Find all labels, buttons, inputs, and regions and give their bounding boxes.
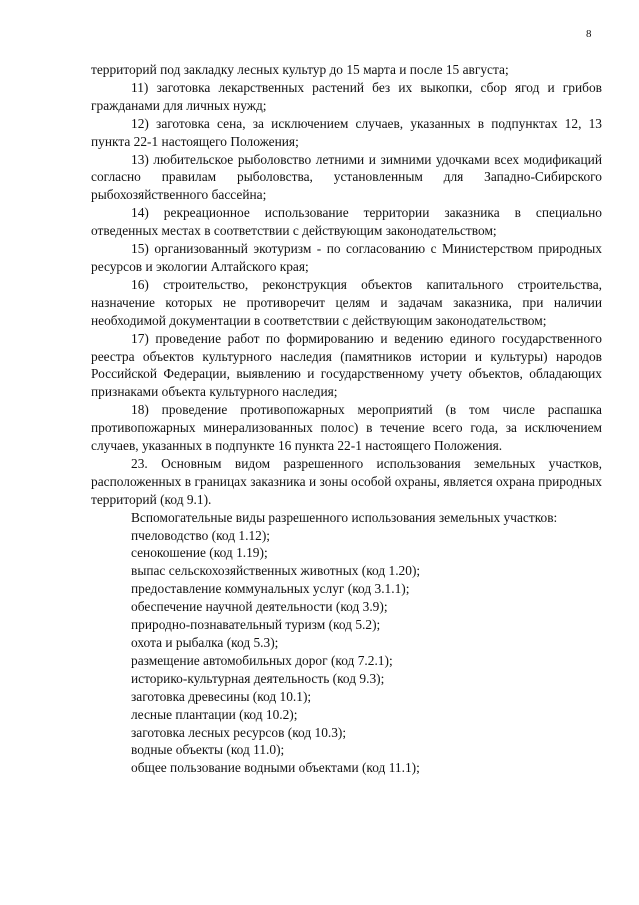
paragraph-auxiliary-uses: Вспомогательные виды разрешенного использования земельных участков:: [131, 509, 558, 525]
land-use-item: природно-познавательный туризм (код 5.2);: [131, 617, 381, 633]
land-use-item: размещение автомобильных дорог (код 7.2.1);: [131, 652, 393, 668]
land-use-item: заготовка лесных ресурсов (код 10.3);: [131, 724, 347, 740]
land-use-item: заготовка древесины (код 10.1);: [131, 688, 312, 704]
paragraph-item-18: 18) проведение противопожарных мероприятий (в том числе распашка противопожарных минерализованных полос) в течение всего года, за исключением случаев, указанных в подпункте 16 пункта 22-1 настоящего Положения.: [91, 402, 602, 454]
land-use-item: сенокошение (код 1.19);: [131, 545, 268, 561]
land-use-item: выпас сельскохозяйственных животных (код 1.20);: [131, 563, 421, 579]
land-use-item: обеспечение научной деятельности (код 3.9);: [131, 599, 388, 615]
land-use-list: [91, 527, 602, 778]
paragraph-item-17: 17) проведение работ по формированию и ведению единого государственного реестра объектов культурного наследия (памятников истории и культуры) народов Российской Федерации, выявлению и государственному учету объектов, обладающих признаками объекта культурного наследия;: [91, 330, 602, 400]
land-use-item: пчеловодство (код 1.12);: [131, 527, 271, 543]
land-use-item: историко-культурная деятельность (код 9.3);: [131, 670, 385, 686]
page-number: 8: [586, 28, 592, 40]
land-use-item: предоставление коммунальных услуг (код 3.1.1);: [131, 581, 410, 597]
paragraph-item-13: 13) любительское рыболовство летними и зимними удочками всех модификаций согласно правилам рыболовства, установленным для Западно-Сибирского рыбохозяйственного бассейна;: [91, 151, 602, 203]
land-use-item: водные объекты (код 11.0);: [131, 742, 285, 758]
land-use-item: общее пользование водными объектами (код 11.1);: [131, 760, 420, 776]
paragraph-continuation: территорий под закладку лесных культур до 15 марта и после 15 августа;: [91, 62, 509, 77]
paragraph-item-16: 16) строительство, реконструкция объектов капитального строительства, назначение которых не противоречит целям и задачам заказника, при наличии необходимой документации в соответствии с действующим законодательством;: [91, 276, 602, 328]
paragraph-item-14: 14) рекреационное использование территории заказника в специально отведенных местах в соответствии с действующим законодательством;: [91, 205, 602, 239]
document-body: [91, 61, 602, 777]
paragraph-item-15: 15) организованный экотуризм - по согласованию с Министерством природных ресурсов и экологии Алтайского края;: [91, 241, 602, 274]
land-use-item: охота и рыбалка (код 5.3);: [131, 635, 279, 650]
paragraph-clause-23: 23. Основным видом разрешенного использования земельных участков, расположенных в границах заказника и зоны особой охраны, является охрана природных территорий (код 9.1).: [91, 455, 602, 507]
paragraph-item-12: 12) заготовка сена, за исключением случаев, указанных в подпунктах 12, 13 пункта 22-1 настоящего Положения;: [91, 115, 602, 149]
land-use-item: лесные плантации (код 10.2);: [131, 706, 298, 722]
paragraph-item-11: 11) заготовка лекарственных растений без их выкопки, сбор ягод и грибов гражданами для личных нужд;: [91, 79, 602, 113]
